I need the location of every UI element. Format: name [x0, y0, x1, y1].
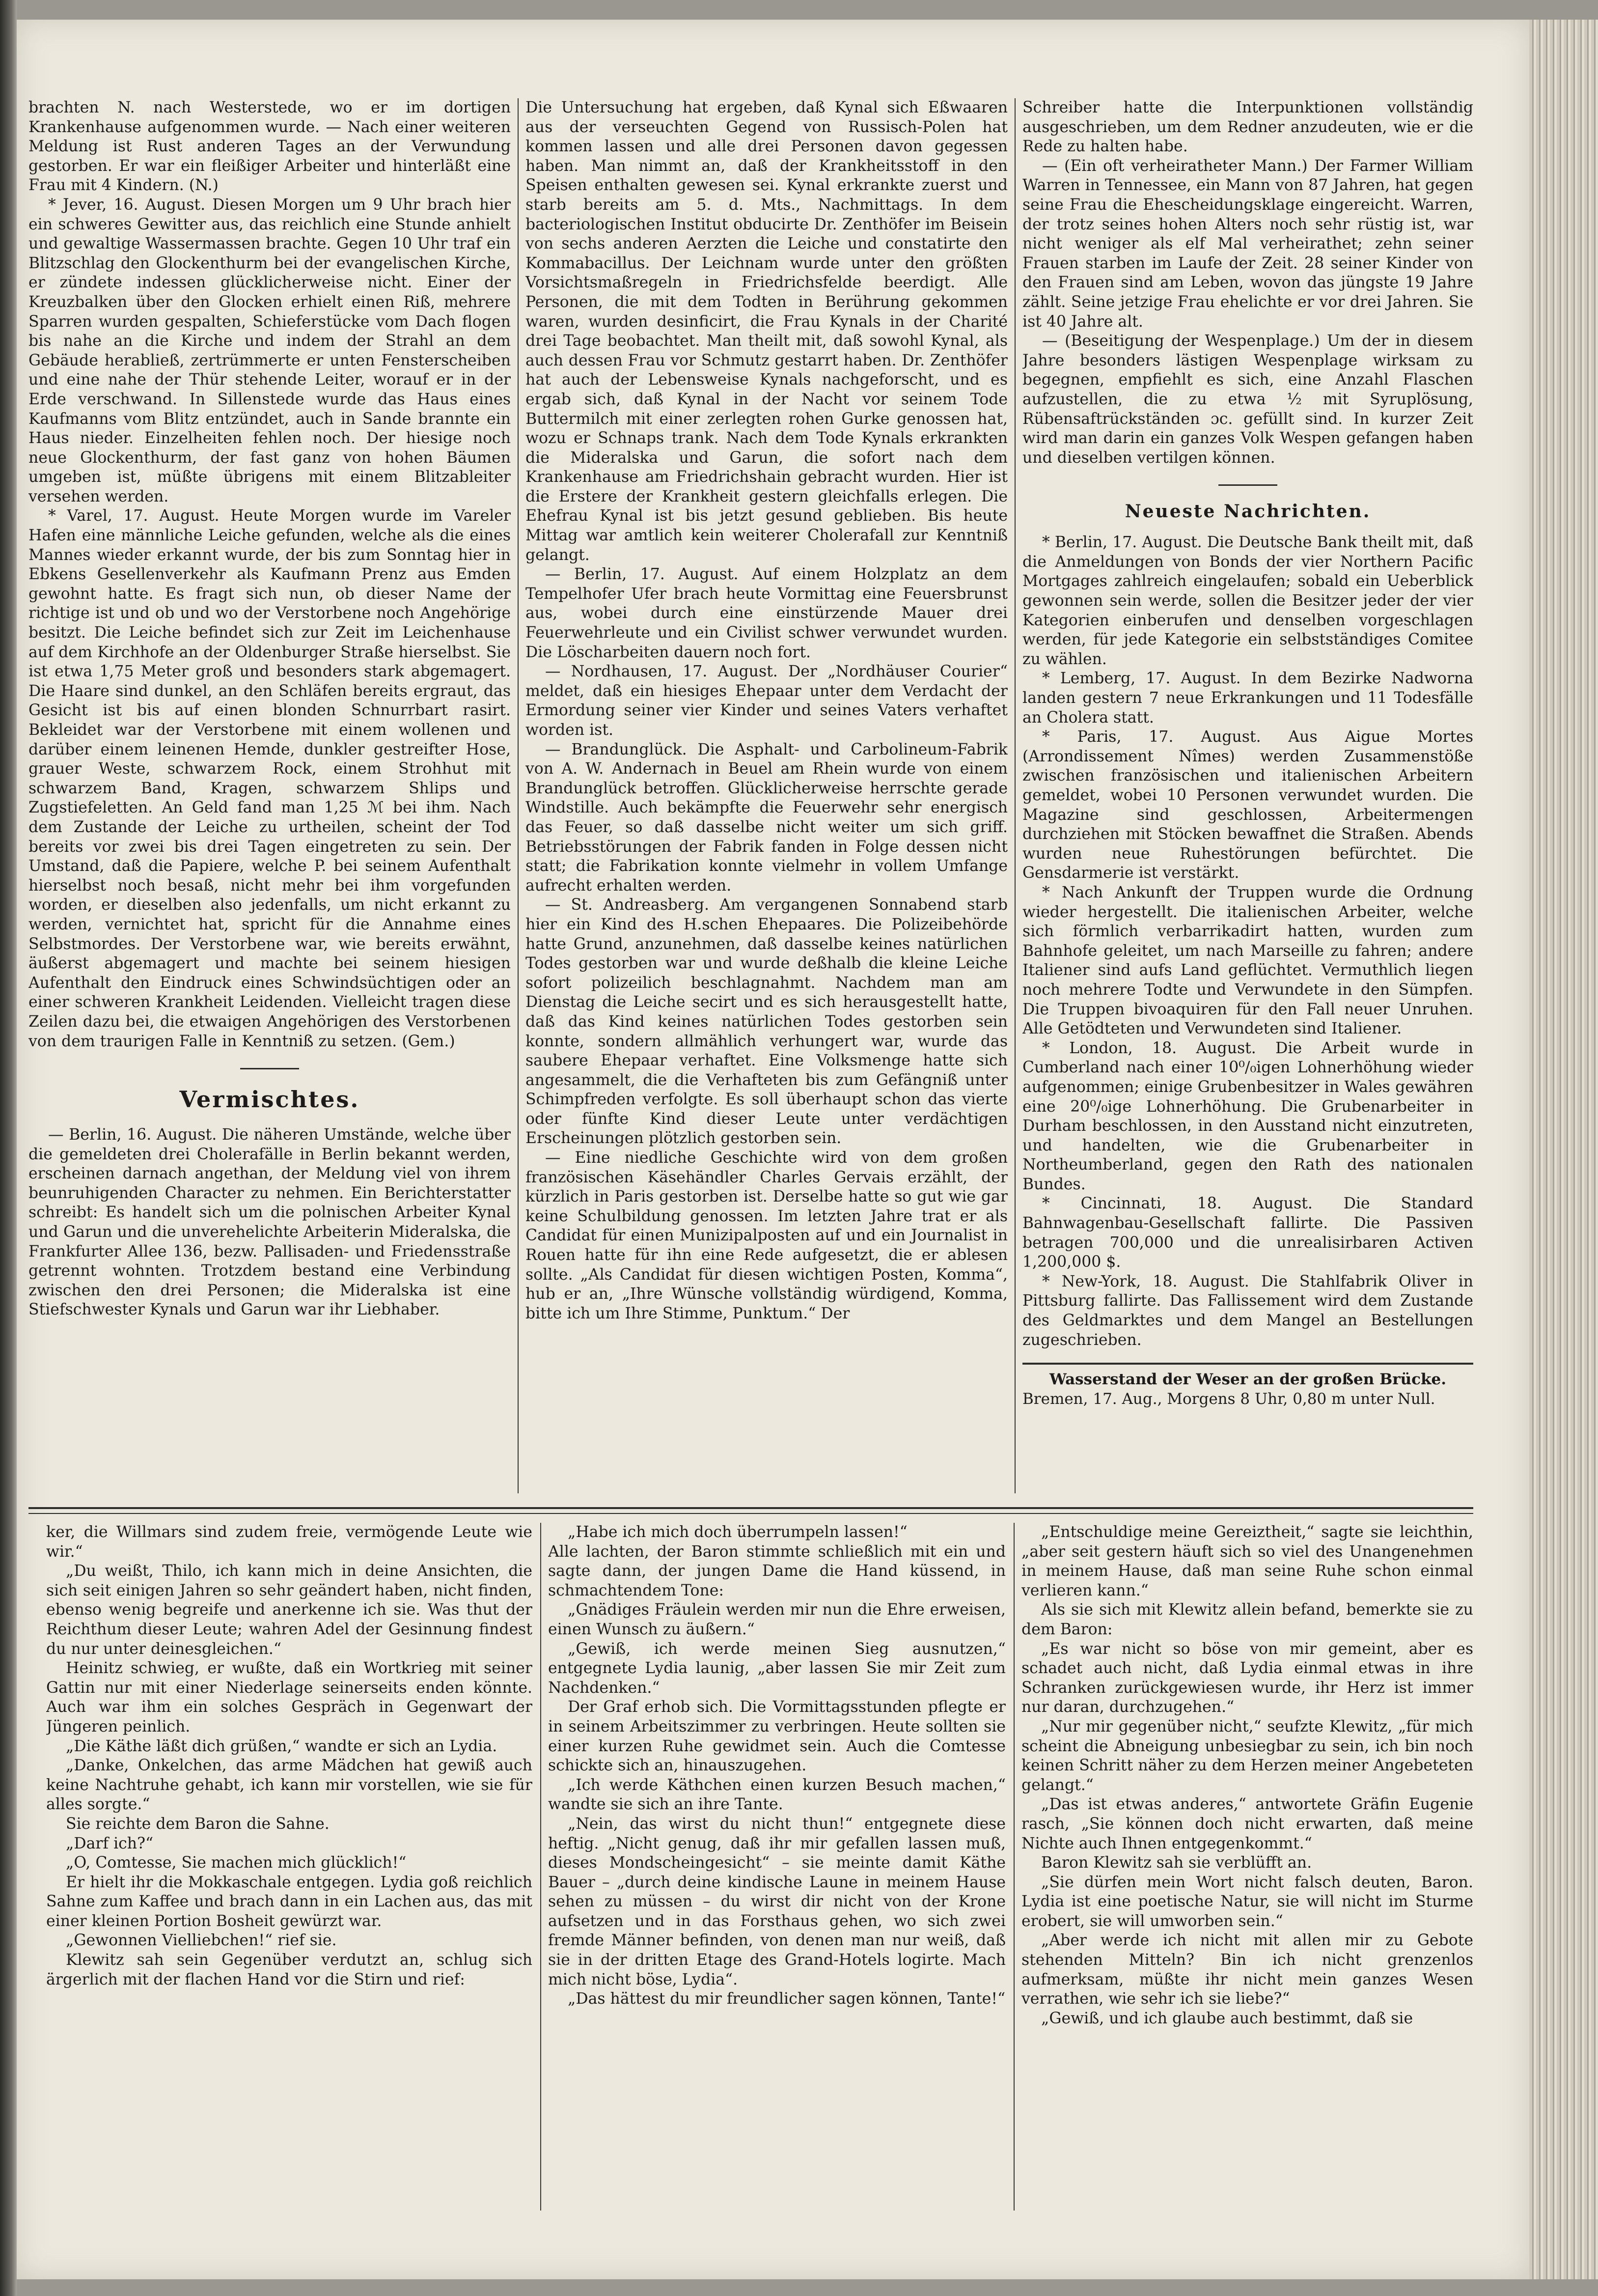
paragraph: Baron Klewitz sah sie verblüfft an. [1041, 1854, 1312, 1872]
paragraph: — St. Andreasberg. Am vergangenen Sonnabend starb hier ein Kind des H.schen Ehepaares. Die Polizeibehörde hatte Grund, anzunehmen, daß dasselbe keines natürlichen Todes gestorben war und wurde deßhalb die kleine Leiche sofort polizeilich beschlagnahmt. Nachdem man am Dienstag die Leiche secirt und es sich herausgestellt hatte, daß das Kind keines natürlichen Todes gestorben sein konnte, sondern allmählich verhungert war, wurde das saubere Ehepaar verhaftet. Eine Volksmenge hatte sich angesammelt, die die Verhafteten bis zum Gefängniß unter Schimpfreden verfolgte. Es soll überhaupt schon das vierte oder fünfte Kind dieser Leute unter verdächtigen Erscheinungen plötzlich gestorben sein. [525, 896, 1008, 1148]
feuilleton-column-2 [548, 1523, 1006, 2211]
paragraph: ker, die Willmars sind zudem freie, vermögende Leute wie wir.“ [46, 1523, 532, 1561]
feuilleton-column-3 [1021, 1523, 1473, 2211]
paragraph: — Brandunglück. Die Asphalt- und Carbolineum-Fabrik von A. W. Andernach in Beuel am Rhein wurde von einem Brandunglück betroffen. Glücklicherweise herrschte gerade Windstille. Auch bekämpfte die Feuerwehr sehr energisch das Feuer, so daß dasselbe nicht weiter um sich griff. Betriebsstörungen der Fabrik fanden in Folge dessen nicht statt; die Fabrikation konnte vielmehr in vollem Umfange aufrecht erhalten werden. [525, 740, 1008, 895]
column-rule-1 [518, 98, 519, 1493]
column-3 [1022, 98, 1473, 1493]
paragraph: * New-York, 18. August. Die Stahlfabrik Oliver in Pittsburg fallirte. Das Fallissement wird dem Zustande des Geldmarktes und dem Mangel an Bestellungen zugeschrieben. [1022, 1272, 1473, 1349]
paragraph: „Das ist etwas anderes,“ antwortete Gräfin Eugenie rasch, „Sie können doch nicht erwarten, daß meine Nichte auch Ihnen entgegenkommt.“ [1021, 1795, 1473, 1852]
paragraph: „Ich werde Käthchen einen kurzen Besuch machen,“ wandte sie sich an ihre Tante. [548, 1776, 1006, 1814]
paragraph: * Cincinnati, 18. August. Die Standard Bahnwagenbau-Gesellschaft fallirte. Die Passiven betragen 700,000 und die unrealisirbaren Activen 1,200,000 $. [1022, 1195, 1473, 1271]
paragraph: — Berlin, 16. August. Die näheren Umstände, welche über die gemeldeten drei Cholerafälle in Berlin bekannt werden, erscheinen darnach angethan, der Meldung viel von ihrem beunruhigenden Character zu nehmen. Ein Berichterstatter schreibt: Es handelt sich um die polnischen Arbeiter Kynal und Garun und die unverehelichte Arbeiterin Mideralska, die Frankfurter Allee 136, bezw. Pallisaden- und Friedensstraße getrennt wohnten. Trotzdem bestand eine Verbindung zwischen den drei Personen; die Mideralska ist eine Stiefschwester Kynals und Garun war ihr Liebhaber. [28, 1126, 511, 1319]
paragraph: Alle lachten, der Baron stimmte schließlich mit ein und sagte dann, der jungen Dame die Hand küssend, in schmachtendem Tone: [548, 1542, 1006, 1599]
col1-articles [28, 98, 511, 1051]
water-rule [1022, 1363, 1473, 1365]
col2-articles [525, 98, 1008, 1323]
paragraph: „Habe ich mich doch überrumpeln lassen!“ [568, 1523, 908, 1541]
feuilleton-rule-v1 [540, 1523, 541, 2211]
column-2 [525, 98, 1008, 1493]
paragraph: „Gewonnen Vielliebchen!“ rief sie. [66, 1932, 337, 1950]
paragraph: * London, 18. August. Die Arbeit wurde in Cumberland nach einer 10⁰/₀igen Lohnerhöhung wieder aufgenommen; einige Grubenbesitzer in Wales gewähren eine 20⁰/₀ige Lohnerhöhung. Die Grubenarbeiter in Durham beschlossen, in den Ausstand nicht einzutreten, und handelten, wie die Grubenarbeiter in Northeumberland, gegen den Rath des nationalen Bundes. [1022, 1039, 1473, 1193]
feuilleton-text-2 [548, 1523, 1006, 2009]
heading-vermischtes: Vermischtes. [179, 1086, 360, 1113]
paragraph: Schreiber hatte die Interpunktionen vollständig ausgeschrieben, um dem Redner anzudeuten, wie er die Rede zu halten habe. [1022, 99, 1473, 156]
paragraph: „Gnädiges Fräulein werden mir nun die Ehre erweisen, einen Wunsch zu äußern.“ [548, 1601, 1006, 1638]
paragraph: Er hielt ihr die Mokkaschale entgegen. Lydia goß reichlich Sahne zum Kaffee und brach dann in ein Lachen aus, das mit einer kleinen Portion Bosheit gewürzt war. [46, 1873, 532, 1930]
paragraph: * Jever, 16. August. Diesen Morgen um 9 Uhr brach hier ein schweres Gewitter aus, das reichlich eine Stunde anhielt und gewaltige Wassermassen brachte. Gegen 10 Uhr traf ein Blitzschlag den Glockenthurm bei der evangelischen Kirche, er zündete indessen glücklicherweise nicht. Einer der Kreuzbalken über den Glocken erhielt einen Riß, mehrere Sparren wurden gespalten, Schieferstücke vom Dach flogen bis nahe an die Kirche und indem der Strahl an dem Gebäude herabließ, zertrümmerte er unten Fensterscheiben und eine nahe der Thür stehende Leiter, worauf er in der Erde verschwand. In Sillenstede wurde das Haus eines Kaufmanns vom Blitz entzündet, auch in Sande brannte ein Haus nieder. Einzelheiten fehlen noch. Der hiesige noch neue Glockenthurm, der fast ganz von hohen Bäumen umgeben ist, müßte übrigens mit einem Blitzableiter versehen werden. [28, 196, 511, 505]
paragraph: — Eine niedliche Geschichte wird von dem großen französischen Käsehändler Charles Gervais erzählt, der kürzlich in Paris gestorben ist. Derselbe hatte so gut wie gar keine Schulbildung genossen. Im letzten Jahre trat er als Candidat für einen Munizipalposten auf und ein Journalist in Rouen hatte für ihn eine Rede aufgesetzt, die er ablesen sollte. „Als Candidat für diesen wichtigen Posten, Komma“, hub er an, „Ihre Wünsche vollständig würdigend, Komma, bitte ich um Ihre Stimme, Punktum.“ Der [525, 1149, 1008, 1322]
paragraph: „Es war nicht so böse von mir gemeint, aber es schadet auch nicht, daß Lydia einmal etwas in ihre Schranken zurückgewiesen wurde, ihr Herz ist immer nur daran, durchzugehen.“ [1021, 1640, 1473, 1716]
paragraph: „Aber werde ich nicht mit allen mir zu Gebote stehenden Mitteln? Bin ich nicht grenzenlos aufmerksam, müßte ihr nicht mein ganzes Wesen verrathen, wie sehr ich sie liebe?“ [1021, 1932, 1473, 2008]
feuilleton-rule-2 [28, 1513, 1473, 1514]
paragraph: — (Beseitigung der Wespenplage.) Um der in diesem Jahre besonders lästigen Wespenplage wirksam zu begegnen, empfiehlt es sich, eine Anzahl Flaschen aufzustellen, die zu etwa ½ mit Syruplösung, Rübensaftrückständen ɔc. gefüllt sind. In kurzer Zeit wird man darin ein ganzes Volk Wespen gefangen haben und dieselben vertilgen können. [1022, 332, 1473, 467]
heading-neueste-nachrichten: Neueste Nachrichten. [1125, 501, 1371, 522]
paragraph: „O, Comtesse, Sie machen mich glücklich!“ [66, 1854, 407, 1872]
paragraph: „Die Käthe läßt dich grüßen,“ wandte er sich an Lydia. [66, 1737, 497, 1755]
paragraph: * Varel, 17. August. Heute Morgen wurde im Vareler Hafen eine männliche Leiche gefunden, welche als die eines Mannes wieder erkannt wurde, der bis zum Sonntag hier in Ebkens Gesellenverkehr als Kaufmann Prenz aus Emden gewohnt hatte. Es fragt sich nun, ob dieser Name der richtige ist und ob und wo der Verstorbene noch Angehörige besitzt. Die Leiche befindet sich zur Zeit im Leichenhause auf dem Kirchhofe an der Oldenburger Straße hierselbst. Sie ist etwa 1,75 Meter groß und besonders stark abgemagert. Die Haare sind dunkel, an den Schläfen bereits ergraut, das Gesicht ist bis auf einen blonden Schnurrbart rasirt. Bekleidet war der Verstorbene mit einem wollenen und darüber einem leinenen Hemde, dunkler gestreifter Hose, grauer Weste, schwarzem Rock, einem Strohhut mit schwarzem Band, Kragen, schwarzem Shlips und Zugstiefeletten. An Geld fand man 1,25 ℳ bei ihm. Nach dem Zustande der Leiche zu urtheilen, scheint der Tod bereits vor zwei bis drei Tagen eingetreten zu sein. Der Umstand, daß die Papiere, welche P. bei seinem Aufenthalt hierselbst noch besaß, nicht mehr bei ihm vorgefunden worden, er dieselben also jedenfalls, um nicht erkannt zu werden, vernichtet hat, spricht für die Annahme eines Selbstmordes. Der Verstorbene war, wie bereits erwähnt, äußerst abgemagert und machte bei seinem hiesigen Aufenthalt den Eindruck eines Schwindsüchtigen oder an einer schweren Krankheit Leidenden. Vielleicht tragen diese Zeilen dazu bei, die etwaigen Angehörigen des Verstorbenen von dem traurigen Falle in Kenntniß zu setzen. (Gem.) [28, 507, 511, 1050]
paragraph: Heinitz schwieg, er wußte, daß ein Wortkrieg mit seiner Gattin nur mit einer Niederlage seinerseits enden könnte. Auch war ihm ein solches Gespräch in Gegenwart der Jüngeren peinlich. [46, 1659, 532, 1736]
paragraph: „Gewiß, ich werde meinen Sieg ausnutzen,“ entgegnete Lydia launig, „aber lassen Sie mir Zeit zum Nachdenken.“ [548, 1640, 1006, 1697]
paragraph: * Nach Ankunft der Truppen wurde die Ordnung wieder hergestellt. Die italienischen Arbeiter, welche sich förmlich verbarrikadirt hatten, wurden zum Bahnhofe geleitet, um nach Marseille zu fahren; andere Italiener sind aufs Land geflüchtet. Vermuthlich liegen noch mehrere Todte und Verwundete in den Sümpfen. Die Truppen bivoaquiren für den Fall neuer Unruhen. Alle Getödteten und Verwundeten sind Italiener. [1022, 883, 1473, 1038]
paragraph: — Berlin, 17. August. Auf einem Holzplatz an dem Tempelhofer Ufer brach heute Vormittag eine Feuersbrunst aus, wobei durch eine einstürzende Mauer drei Feuerwehrleute und ein Civilist schwer verwundet wurden. Die Löscharbeiten dauern noch fort. [525, 565, 1008, 661]
paragraph: „Sie dürfen mein Wort nicht falsch deuten, Baron. Lydia ist eine poetische Natur, sie will nicht im Sturme erobert, sie will umworben sein.“ [1021, 1873, 1473, 1930]
paragraph: „Gewiß, und ich glaube auch bestimmt, daß sie [1041, 2009, 1413, 2027]
paragraph: „Darf ich?“ [66, 1834, 154, 1852]
paragraph: „Du weißt, Thilo, ich kann mich in deine Ansichten, die sich seit einigen Jahren so sehr geändert haben, nicht finden, ebenso wenig begreife und anerkenne ich sie. Was thut der Reichthum dieser Leute; wahren Adel der Gesinnung findest du nur unter deinesgleichen.“ [46, 1562, 532, 1658]
section-divider [240, 1068, 299, 1069]
page-edges [1528, 20, 1598, 2279]
paragraph: Als sie sich mit Klewitz allein befand, bemerkte sie zu dem Baron: [1021, 1601, 1473, 1638]
section-divider-2 [1218, 484, 1277, 486]
paragraph: „Danke, Onkelchen, das arme Mädchen hat gewiß auch keine Nachtruhe gehabt, ich kann mir vorstellen, wie sie für alles sorgte.“ [46, 1757, 532, 1814]
paragraph: Sie reichte dem Baron die Sahne. [66, 1815, 330, 1833]
paragraph: „Nein, das wirst du nicht thun!“ entgegnete diese heftig. „Nicht genug, daß ihr mir gefallen lassen muß, dieses Mondscheingesicht“ – sie meinte damit Käthe Bauer – „durch deine kindische Laune in meinem Hause sehen zu müssen – du wirst dir nicht von der Krone aufsetzen und in das Forsthaus gehen, wo sich zwei fremde Männer befinden, von denen man nur weiß, daß sie in der dritten Etage des Grand-Hotels logirte. Mach mich nicht böse, Lydia“. [548, 1815, 1006, 1988]
feuilleton-rule-v2 [1014, 1523, 1015, 2211]
feuilleton-text-1 [46, 1523, 532, 1989]
col3-articles [1022, 98, 1473, 468]
paragraph: * Berlin, 17. August. Die Deutsche Bank theilt mit, daß die Anmeldungen von Bonds der vier Northern Pacific Mortgages zahlreich eingelaufen; sobald ein Ueberblick gewonnen sein werde, sollen die Besitzer jeder der vier Kategorien einberufen und denselben vorgeschlagen werden, für jede Kategorie ein selbstständiges Comitee zu wählen. [1022, 533, 1473, 668]
paragraph: „Entschuldige meine Gereiztheit,“ sagte sie leichthin, „aber seit gestern häuft sich so viel des Unangenehmen in meinem Hause, daß man seine Ruhe schon einmal verlieren kann.“ [1021, 1523, 1473, 1599]
col3-news [1022, 533, 1473, 1350]
water-level [1022, 1370, 1473, 1409]
column-rule-2 [1015, 98, 1016, 1493]
book-binding [0, 0, 17, 2296]
newspaper-page [17, 20, 1529, 2279]
column-1 [28, 98, 511, 1493]
feuilleton-text-3 [1021, 1523, 1473, 2028]
paragraph: * Paris, 17. August. Aus Aigue Mortes (Arrondissement Nîmes) werden Zusammenstöße zwischen französischen und italienischen Arbeitern gemeldet, wobei 10 Personen verwundet wurden. Die Magazine sind geschlossen, Arbeitermengen durchziehen mit Stöcken bewaffnet die Straßen. Abends wurden neue Ruhestörungen befürchtet. Die Gensdarmerie ist verstärkt. [1022, 728, 1473, 882]
paragraph: brachten N. nach Westerstede, wo er im dortigen Krankenhause aufgenommen wurde. — Nach einer weiteren Meldung ist Rust anderen Tages an der Verwundung gestorben. Er war ein fleißiger Arbeiter und hinterläßt eine Frau mit 4 Kindern. (N.) [28, 99, 511, 195]
paragraph: „Das hättest du mir freundlicher sagen können, Tante!“ [568, 1990, 1006, 2008]
water-level-line: Bremen, 17. Aug., Morgens 8 Uhr, 0,80 m unter Null. [1022, 1390, 1435, 1408]
paragraph: Die Untersuchung hat ergeben, daß Kynal sich Eßwaaren aus der verseuchten Gegend von Russisch-Polen hat kommen lassen und alle drei Personen davon gegessen haben. Man nimmt an, daß der Krankheitsstoff in den Speisen enthalten gewesen sei. Kynal erkrankte zuerst und starb bereits am 5. d. Mts., Nachmittags. In dem bacteriologischen Institut obducirte Dr. Zenthöfer im Beisein von sechs anderen Aerzten die Leiche und constatirte den Kommabacillus. Der Leichnam wurde unter den größten Vorsichtsmaßregeln in Friedrichsfelde beerdigt. Alle Personen, die mit dem Todten in Berührung gekommen waren, wurden desinficirt, die Frau Kynals in der Charité drei Tage beobachtet. Man theilt mit, daß sowohl Kynal, als auch dessen Frau vor Schmutz gestarrt haben. Dr. Zenthöfer hat auch der Lebensweise Kynals nachgeforscht, und es ergab sich, daß Kynal in der Nacht vor seinem Tode Buttermilch mit einer zerlegten rohen Gurke genossen hat, wozu er Schnaps trank. Nach dem Tode Kynals erkrankten die Mideralska und Garun, die sofort nach dem Krankenhause am Friedrichshain gebracht wurden. Hier ist die Erstere der Krankheit gestern gleichfalls erlegen. Die Ehefrau Kynal ist bis jetzt gesund geblieben. Bis heute Mittag war amtlich kein weiterer Cholerafall zur Kenntniß gelangt. [525, 99, 1008, 564]
col1-vermischtes [28, 1125, 511, 1320]
feuilleton-rule [28, 1507, 1473, 1509]
paragraph: * Lemberg, 17. August. In dem Bezirke Nadworna landen gestern 7 neue Erkrankungen und 11 Todesfälle an Cholera statt. [1022, 670, 1473, 727]
paragraph: Klewitz sah sein Gegenüber verdutzt an, schlug sich ärgerlich mit der flachen Hand vor die Stirn und rief: [46, 1951, 532, 1988]
paragraph: — Nordhausen, 17. August. Der „Nordhäuser Courier“ meldet, daß ein hiesiges Ehepaar unter dem Verdacht der Ermordung seiner vier Kinder und seines Vaters verhaftet worden ist. [525, 663, 1008, 739]
paragraph: „Nur mir gegenüber nicht,“ seufzte Klewitz, „für mich scheint die Abneigung unbesiegbar zu sein, ich bin noch keinen Schritt näher zu dem Herzen meiner Angebeteten gelangt.“ [1021, 1717, 1473, 1794]
water-level-title: Wasserstand der Weser an der großen Brücke. [1049, 1371, 1447, 1389]
paragraph: Der Graf erhob sich. Die Vormittagsstunden pflegte er in seinem Arbeitszimmer zu verbringen. Heute sollten sie einer kurzen Ruhe gewidmet sein. Auch die Comtesse schickte sich an, hinauszugehen. [548, 1698, 1006, 1775]
feuilleton-column-1 [46, 1523, 532, 2211]
paragraph: — (Ein oft verheiratheter Mann.) Der Farmer William Warren in Tennessee, ein Mann von 87 Jahren, hat gegen seine Frau die Ehescheidungsklage eingereicht. Warren, der trotz seines hohen Alters noch sehr rüstig ist, war nicht weniger als elf Mal verheirathet; zehn seiner Frauen starben im Laufe der Zeit. 28 seiner Kinder von den Frauen sind am Leben, wovon das jüngste 19 Jahre zählt. Seine jetzige Frau ehelichte er vor drei Jahren. Sie ist 40 Jahre alt. [1022, 157, 1473, 331]
